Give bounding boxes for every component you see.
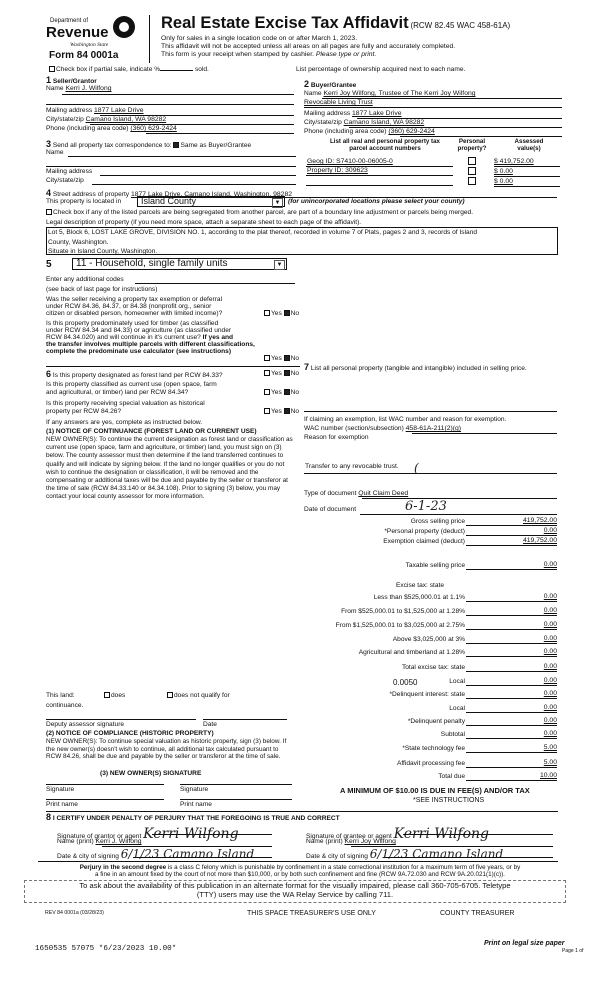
deputy-label: Deputy assessor signature xyxy=(46,721,125,728)
personal-checkbox[interactable] xyxy=(468,177,476,185)
subtitle-1: Only for sales in a single location code on or after March 1, 2023. xyxy=(161,35,358,42)
owner-signature-1[interactable] xyxy=(46,784,164,785)
calc-label: *Delinquent interest: state xyxy=(389,691,465,698)
segregation-checkbox[interactable]: Check box if any of the listed parcels are being segregated from another parcel, are part of a boundary line adjustment or parcels being merged. xyxy=(46,209,473,217)
notice-2-title: (2) NOTICE OF COMPLIANCE (HISTORIC PROPERTY) xyxy=(46,730,214,737)
dept-label: Department of xyxy=(50,18,89,24)
doc-date-label: Date of document xyxy=(304,506,357,513)
grantee-signature-field[interactable]: Signature of grantee or agent Kerri Wilfong xyxy=(306,826,489,842)
calc-value[interactable]: 0.00 xyxy=(543,607,557,614)
personal-checkbox[interactable] xyxy=(468,167,476,175)
grantor-signature-field[interactable]: Signature of grantor or agent Kerri Wilfong xyxy=(57,826,239,842)
dor-logo-icon xyxy=(113,16,135,38)
forest-answer[interactable]: Yes No xyxy=(264,370,299,378)
doc-type-field[interactable]: Type of document Quit Claim Deed xyxy=(304,490,409,497)
exemption-answer[interactable]: Yes No xyxy=(264,310,299,318)
date-label: Date xyxy=(203,721,217,728)
corr-mail-field[interactable] xyxy=(100,175,296,176)
perjury-notice: Perjury in the second degree is a class C felony which is punishable by confinement in a state correctional institution for a maximum term of five years, or by a fine in an amount fixed by the court of not more than $10,000, or by both such confinement and fine (RCW 9A.72.030 and RCW 9A.20.021(1)(c)). xyxy=(79,864,521,879)
located-label: This property is located in xyxy=(46,198,122,205)
buyer-heading: 2 Buyer/Grantee xyxy=(304,79,357,89)
assessed-header: Assessed value(s) xyxy=(514,138,544,153)
subtitle-2: This affidavit will not be accepted unless all areas on all pages are fully and accurately completed. xyxy=(161,43,456,50)
partial-sale-checkbox[interactable]: Check box if partial sale, indicate % sold. xyxy=(49,66,209,74)
deputy-signature-field[interactable] xyxy=(46,719,196,720)
grantee-date-field[interactable]: Date & city of signing 6/1/23 Camano Island xyxy=(306,847,504,861)
calc-value[interactable]: 0.00 xyxy=(543,717,557,724)
calc-label: Total due xyxy=(438,773,465,780)
ownership-note: List percentage of ownership acquired next to each name. xyxy=(296,66,466,73)
excise-label: Excise tax: state xyxy=(396,582,445,589)
codes-label: Enter any additional codes xyxy=(46,276,124,283)
calc-label: Taxable selling price xyxy=(405,562,465,569)
personal-header: Personal property? xyxy=(457,138,487,153)
legal-label: Legal description of property (if you need more space, attach a separate sheet to each page of the affidavit). xyxy=(46,219,362,226)
calc-label: *Delinquent penalty xyxy=(407,718,465,725)
calc-value[interactable]: 0.00 xyxy=(543,527,557,534)
parcel-id[interactable]: Geog ID: S7410-00-06005-0 xyxy=(307,158,393,165)
seller-name-field[interactable]: Name Kerri J. Wilfong xyxy=(46,85,112,92)
buyer-name-field[interactable]: Name Kerri Joy Wilfong, Trustee of The Kerri Joy Wilfong xyxy=(304,90,476,97)
assessed-value[interactable]: $ 419,752.00 xyxy=(494,158,534,165)
calc-value[interactable]: 0.00 xyxy=(543,648,557,655)
timber-question: Is this property predominately used for timber (as classified under RCW 84.34 and 84.33) or agriculture (as classified under RCW 84.34.020) and will continue in it's current use? If yes and the transfer involves multiple parcels with different classifications, complete the predominate use calculator (see instructions) xyxy=(46,320,255,355)
calc-value[interactable]: 0.00 xyxy=(543,663,557,670)
calc-label: Gross selling price xyxy=(410,518,465,525)
grantor-date-field[interactable]: Date & city of signing 6/1/23 Camano Island xyxy=(57,847,255,861)
parcel-id[interactable]: Property ID: 309623 xyxy=(307,167,368,174)
calc-value[interactable]: 0.00 xyxy=(543,593,557,600)
calc-label: Subtotal xyxy=(440,731,465,738)
title-row xyxy=(161,14,510,33)
calc-label: Exemption claimed (deduct) xyxy=(383,538,465,545)
current-use-question: Is this property classified as current use (open space, farm and agricultural, or timber) land per RCW 84.34? xyxy=(46,381,217,396)
calc-value[interactable]: 419,752.00 xyxy=(522,517,557,524)
this-land-label: This land: xyxy=(46,692,75,699)
historical-answer[interactable]: Yes No xyxy=(264,408,299,416)
does-not-checkbox[interactable]: does not qualify for xyxy=(167,692,230,700)
calc-label: Less than $525,000.01 at 1.1% xyxy=(373,594,465,601)
corr-name-label: Name xyxy=(46,149,64,156)
calc-value[interactable]: 0.00 xyxy=(543,561,557,568)
treasurer-use-label: THIS SPACE TREASURER'S USE ONLY xyxy=(247,910,376,917)
revision-label: REV 84 0001a (03/28/23) xyxy=(45,910,104,916)
handwritten-mark: ( xyxy=(414,461,419,475)
owner-print-2[interactable] xyxy=(180,799,292,800)
local-rate: 0.0050 xyxy=(393,678,418,687)
seller-city-field[interactable]: City/state/zip Camano Island, WA 98282 xyxy=(46,116,167,123)
personal-property-label: 7 List all personal property (tangible and intangible) included in selling price. xyxy=(304,362,527,372)
print-name-label: Print name xyxy=(46,801,78,808)
buyer-phone-field[interactable]: Phone (including area code) (360) 629-2424 xyxy=(304,128,435,135)
calc-label: Local xyxy=(449,705,465,712)
same-as-buyer-checkbox[interactable] xyxy=(173,142,179,148)
minimum-due-note: A MINIMUM OF $10.00 IS DUE IN FEE(S) AND/OR TAX xyxy=(340,786,530,795)
signature-label: Signature xyxy=(180,786,209,793)
checkbox[interactable] xyxy=(49,66,55,72)
subtitle-3: This form is your receipt when stamped by cashier. Please type or print. xyxy=(161,51,377,58)
corr-city-label: City/state/zip xyxy=(46,177,84,184)
form-number: Form 84 0001a xyxy=(49,50,119,61)
dropdown-arrow-icon[interactable]: ▼ xyxy=(274,260,285,270)
seller-phone-field[interactable]: Phone (including area code) (360) 629-2424 xyxy=(46,125,177,132)
calc-label: *State technology fee xyxy=(402,745,465,752)
if-any-note: If any answers are yes, complete as instructed below. xyxy=(46,419,203,426)
page-title: Real Estate Excise Tax Affidavit xyxy=(161,14,409,32)
additional-codes-field[interactable] xyxy=(135,283,295,284)
buyer-mailing-field[interactable]: Mailing address 1877 Lake Drive xyxy=(304,110,402,117)
see-instructions: *SEE INSTRUCTIONS xyxy=(413,797,485,804)
county-note: (for unincorporated locations please select your county) xyxy=(288,198,465,205)
parcel-id[interactable] xyxy=(306,185,453,186)
assessed-value[interactable]: $ 0.00 xyxy=(494,178,513,185)
calc-value[interactable]: 0.00 xyxy=(543,621,557,628)
personal-checkbox[interactable] xyxy=(468,157,476,165)
buyer-city-field[interactable]: City/state/zip Camano Island, WA 98282 xyxy=(304,119,425,126)
correspondence-heading: 3 Send all property tax correspondence to: Same as Buyer/Grantee xyxy=(46,139,252,149)
calc-value[interactable]: 0.00 xyxy=(543,635,557,642)
calc-label: Total excise tax: state xyxy=(401,664,465,671)
does-checkbox[interactable]: does xyxy=(104,692,125,700)
legal-description-field[interactable]: Lot 5, Block 6, LOST LAKE GROVE, DIVISION NO. 1, according to the plat thereof, recorded in volume 7 of Plats, pages 2 and 3, records of Island County, Washington. Situate in Island County, Washington. xyxy=(46,227,558,255)
calc-label: Affidavit processing fee xyxy=(396,760,465,767)
codes-note: (see back of last page for instructions) xyxy=(46,286,158,293)
calc-label: *Personal property (deduct) xyxy=(384,528,465,535)
receipt-stamp: 1650535 57075 *6/23/2023 10.00* xyxy=(35,945,177,953)
state-label: Washington State xyxy=(70,42,109,48)
owner-print-1[interactable] xyxy=(46,799,164,800)
land-use-code-select[interactable]: 11 - Household, single family units ▼ xyxy=(72,258,287,270)
current-use-answer[interactable]: Yes No xyxy=(264,389,299,397)
notice-2-text: NEW OWNER(S): To continue special valuation as historic property, sign (3) below. If the new owner(s) doesn't wish to continue, all additional tax calculated pursuant to RCW 84.26, shall be due and payable by the seller or transferor at the time of sale. xyxy=(46,738,287,761)
calc-value[interactable]: 419,752.00 xyxy=(522,537,557,544)
reason-label: Reason for exemption xyxy=(304,434,369,441)
legal-paper-note: Print on legal size paper xyxy=(484,940,565,947)
forest-question: 6 Is this property designated as forest land per RCW 84.33? xyxy=(46,369,223,379)
calc-value[interactable]: 0.00 xyxy=(543,704,557,711)
calc-value[interactable]: 5.00 xyxy=(543,759,557,766)
dropdown-arrow-icon[interactable]: ▼ xyxy=(272,198,283,208)
seller-heading: 1 Seller/Grantor xyxy=(46,75,97,85)
parcels-header: List all real and personal property tax parcel account numbers xyxy=(329,138,441,153)
corr-mail-label: Mailing address xyxy=(46,168,93,175)
brand-name: Revenue xyxy=(46,24,109,41)
notice-1-title: (1) NOTICE OF CONTINUANCE (FOREST LAND OR CURRENT USE) xyxy=(46,428,257,435)
calc-label: Above $3,025,000 at 3% xyxy=(392,636,465,643)
page-number: Page 1 of xyxy=(562,948,584,954)
wac-field[interactable]: WAC number (section/subsection) 458-61A-211(2)(g) xyxy=(304,425,462,432)
calc-value[interactable]: 0.00 xyxy=(543,730,557,737)
historical-question: Is this property receiving special valuation as historical property per RCW 84.26? xyxy=(46,400,205,415)
street-address-field[interactable]: 4 Street address of property 1877 Lake Drive, Camano Island, Washington, 98282 xyxy=(46,188,293,198)
deputy-date-field[interactable] xyxy=(203,719,287,720)
personal-property-field[interactable] xyxy=(304,411,557,412)
section-5-number: 5 xyxy=(46,259,52,270)
reason-field[interactable]: Transfer to any revocable trust. xyxy=(305,463,399,470)
corr-name-field[interactable] xyxy=(68,156,296,157)
owner-signature-2[interactable] xyxy=(180,784,292,785)
assessed-value[interactable]: $ 0.00 xyxy=(494,168,513,175)
notice-3-title: (3) NEW OWNER(S) SIGNATURE xyxy=(100,770,202,777)
calc-label: From $1,525,000.01 to $3,025,000 at 2.75% xyxy=(335,622,465,629)
accessibility-notice: To ask about the availability of this publication in an alternate format for the visually impaired, please call 360-705-6705. Teletype (TTY) users may use the WA Relay Service by calling 711. xyxy=(24,880,566,903)
calc-value[interactable]: 5.00 xyxy=(543,744,557,751)
print-name-label: Print name xyxy=(180,801,212,808)
buyer-name-line2[interactable]: Revocable Living Trust xyxy=(304,99,373,106)
certify-heading: 8 I CERTIFY UNDER PENALTY OF PERJURY THAT THE FOREGOING IS TRUE AND CORRECT xyxy=(46,812,340,822)
county-select[interactable]: Island County ▼ xyxy=(137,196,285,207)
county-treasurer-label: COUNTY TREASURER xyxy=(440,910,515,917)
calc-value[interactable]: 0.00 xyxy=(543,677,557,684)
calc-value[interactable]: 10.00 xyxy=(539,772,557,779)
grantee-name-field[interactable]: Name (print) Kerri Joy Wilfong xyxy=(306,838,396,845)
notice-1-text: NEW OWNER(S): To continue the current designation as forest land or classification as current use (open space, farm and agriculture, or timber) land, you must sign on (3) below. The county assessor must then determine if the land transferred continues to qualify and will indicate by signing below. If the land no longer qualifies or you do not wish to continue the designation or classification, it will be removed and the compensating or additional taxes will be due and payable by the seller or transferor at the time of sale (RCW 84.33.140 or 84.34.108). Prior to signing (3) below, you may contact your local county assessor for more information. xyxy=(46,436,293,501)
calc-label: Agricultural and timberland at 1.28% xyxy=(358,649,465,656)
title-citation: (RCW 82.45 WAC 458-61A) xyxy=(410,21,511,30)
header-divider xyxy=(149,15,150,63)
calc-label: Local xyxy=(449,678,465,685)
continuance-label: continuance. xyxy=(46,702,84,709)
doc-date-field[interactable]: 6-1-23 xyxy=(405,499,447,514)
calc-value[interactable]: 0.00 xyxy=(543,690,557,697)
grantor-name-field[interactable]: Name (print) Kerri J. Wilfong xyxy=(57,838,142,845)
signature-label: Signature xyxy=(46,786,75,793)
exemption-question: Was the seller receiving a property tax exemption or deferral under RCW 84.36, 84.37, or 84.38 (nonprofit org., senior citizen or disabled person, homeowner with limited income)? xyxy=(46,296,223,317)
corr-city-field[interactable] xyxy=(92,184,296,185)
calc-label: From $525,000.01 to $1,525,000 at 1.28% xyxy=(341,608,465,615)
timber-answer[interactable]: Yes No xyxy=(264,355,299,363)
claim-note: If claiming an exemption, list WAC number and reason for exemption. xyxy=(304,416,507,423)
seller-mailing-field[interactable]: Mailing address 1877 Lake Drive xyxy=(46,107,144,114)
